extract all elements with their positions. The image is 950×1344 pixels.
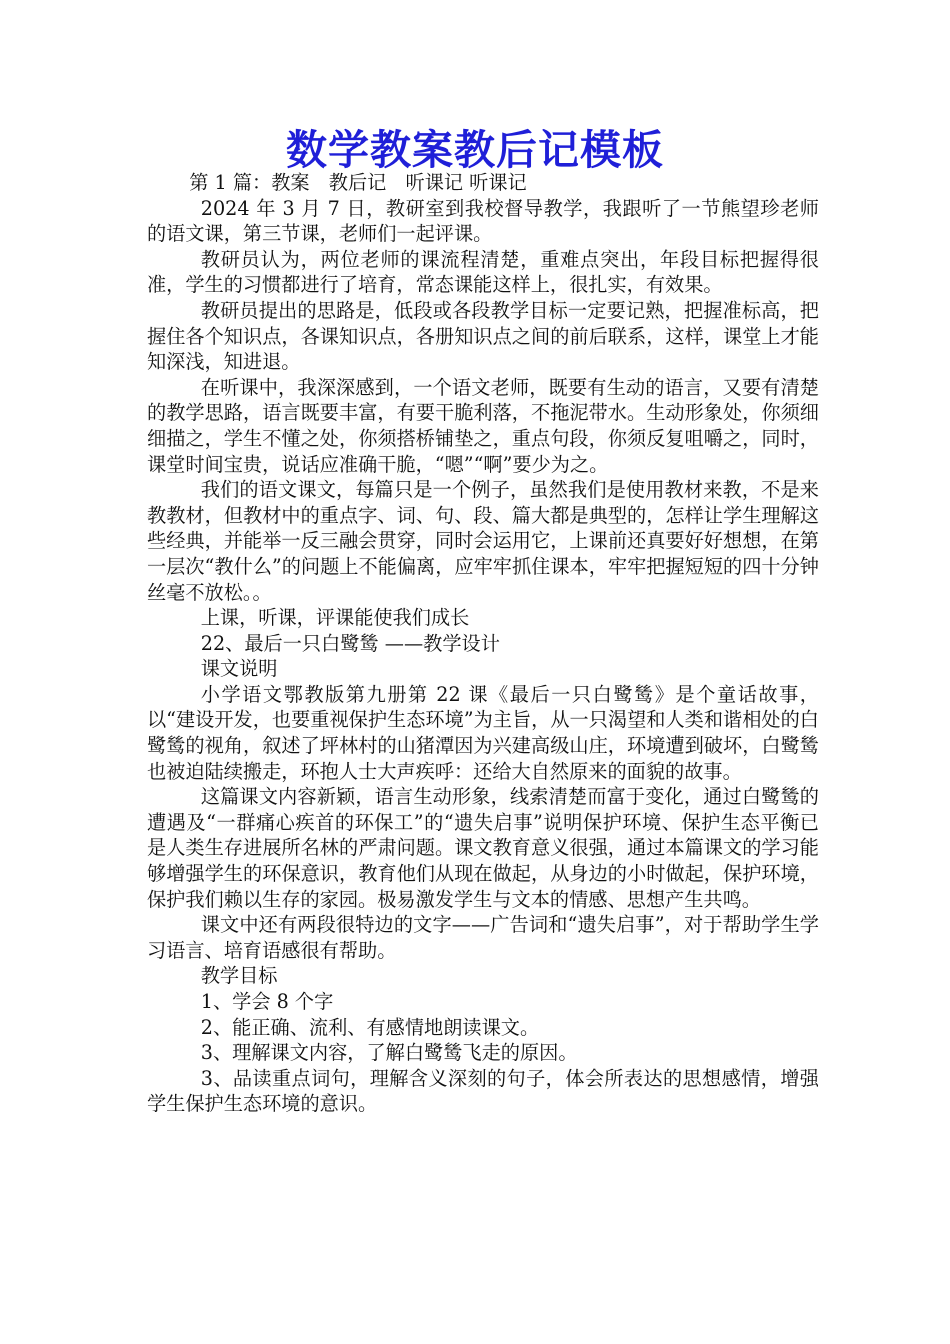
document-title: 数学教案教后记模板 [286, 126, 664, 174]
paragraph: 教研员提出的思路是，低段或各段教学目标一定要记熟，把握准标高，把握住各个知识点，各课知识点，各册知识点之间的前后联系，这样，课堂上才能知深浅，知进退。 [147, 298, 819, 374]
paragraph: 这篇课文内容新颖，语言生动形象，线索清楚而富于变化，通过白鹭鸶的遭遇及“一群痛心疾首的环保工”的“遗失启事”说明保护环境、保护生态平衡已是人类生存进展所名林的严肃问题。课文教育意义很强，通过本篇课文的学习能够增强学生的环保意识，教育他们从现在做起，从身边的小时做起，保护环境，保护我们赖以生存的家园。极易激发学生与文本的情感、思想产生共鸣。 [147, 785, 819, 911]
document-body [147, 170, 819, 1117]
section-heading: 课文说明 [200, 657, 278, 681]
paragraph-heading: 第 1 篇：教案 教后记 听课记 听课记 [189, 171, 527, 194]
paragraph: 在听课中，我深深感到，一个语文老师，既要有生动的语言，又要有清楚的教学思路，语言既要丰富，有要干脆利落，不拖泥带水。生动形象处，你须细细描之，学生不懂之处，你须搭桥铺垫之，重点句段，你须反复咀嚼之，同时，课堂时间宝贵，说话应准确干脆，“嗯”“啊”要少为之。 [147, 375, 819, 476]
paragraph: 上课，听课，评课能使我们成长 [200, 606, 470, 630]
section-heading: 教学目标 [200, 964, 278, 988]
paragraph: 教研员认为，两位老师的课流程清楚，重难点突出，年段目标把握得很准，学生的习惯都进行了培育，常态课能这样上，很扎实，有效果。 [147, 247, 819, 297]
paragraph: 课文中还有两段很特边的文字——广告词和“遗失启事”，对于帮助学生学习语言、培育语感很有帮助。 [147, 913, 819, 962]
paragraph: 我们的语文课文，每篇只是一个例子，虽然我们是使用教材来教，不是来教教材，但教材中的重点字、词、句、段、篇大都是典型的，怎样让学生理解这些经典，并能举一反三融会贯穿，同时会运用它，上课前还真要好好想想，在第一层次“教什么”的问题上不能偏离，应牢牢抓住课本，牢牢把握短短的四十分钟丝毫不放松。。 [147, 478, 819, 604]
list-item: 3、理解课文内容，了解白鹭鸶飞走的原因。 [200, 1041, 578, 1065]
list-item: 1、学会 8 个字 [200, 990, 334, 1013]
paragraph: 2024 年 3 月 7 日，教研室到我校督导教学，我跟听了一节熊望珍老师的语文课，第三节课，老师们一起评课。 [147, 196, 819, 246]
section-heading: 22、最后一只白鹭鸶 ——教学设计 [200, 631, 500, 655]
list-item: 2、能正确、流利、有感情地朗读课文。 [200, 1015, 540, 1039]
paragraph: 小学语文鄂教版第九册第 22 课《最后一只白鹭鸶》是个童话故事，以“建设开发，也要重视保护生态环境”为主旨，从一只渴望和人类和谐相处的白鹭鸶的视角，叙述了坪林村的山猪潭因为兴建高级山庄，环境遭到破坏，白鹭鸶也被迫陆续搬走，环抱人士大声疾呼：还给大自然原来的面貌的故事。 [147, 682, 819, 783]
list-item: 3、品读重点词句，理解含义深刻的句子，体会所表达的思想感情，增强学生保护生态环境的意识。 [147, 1066, 819, 1116]
